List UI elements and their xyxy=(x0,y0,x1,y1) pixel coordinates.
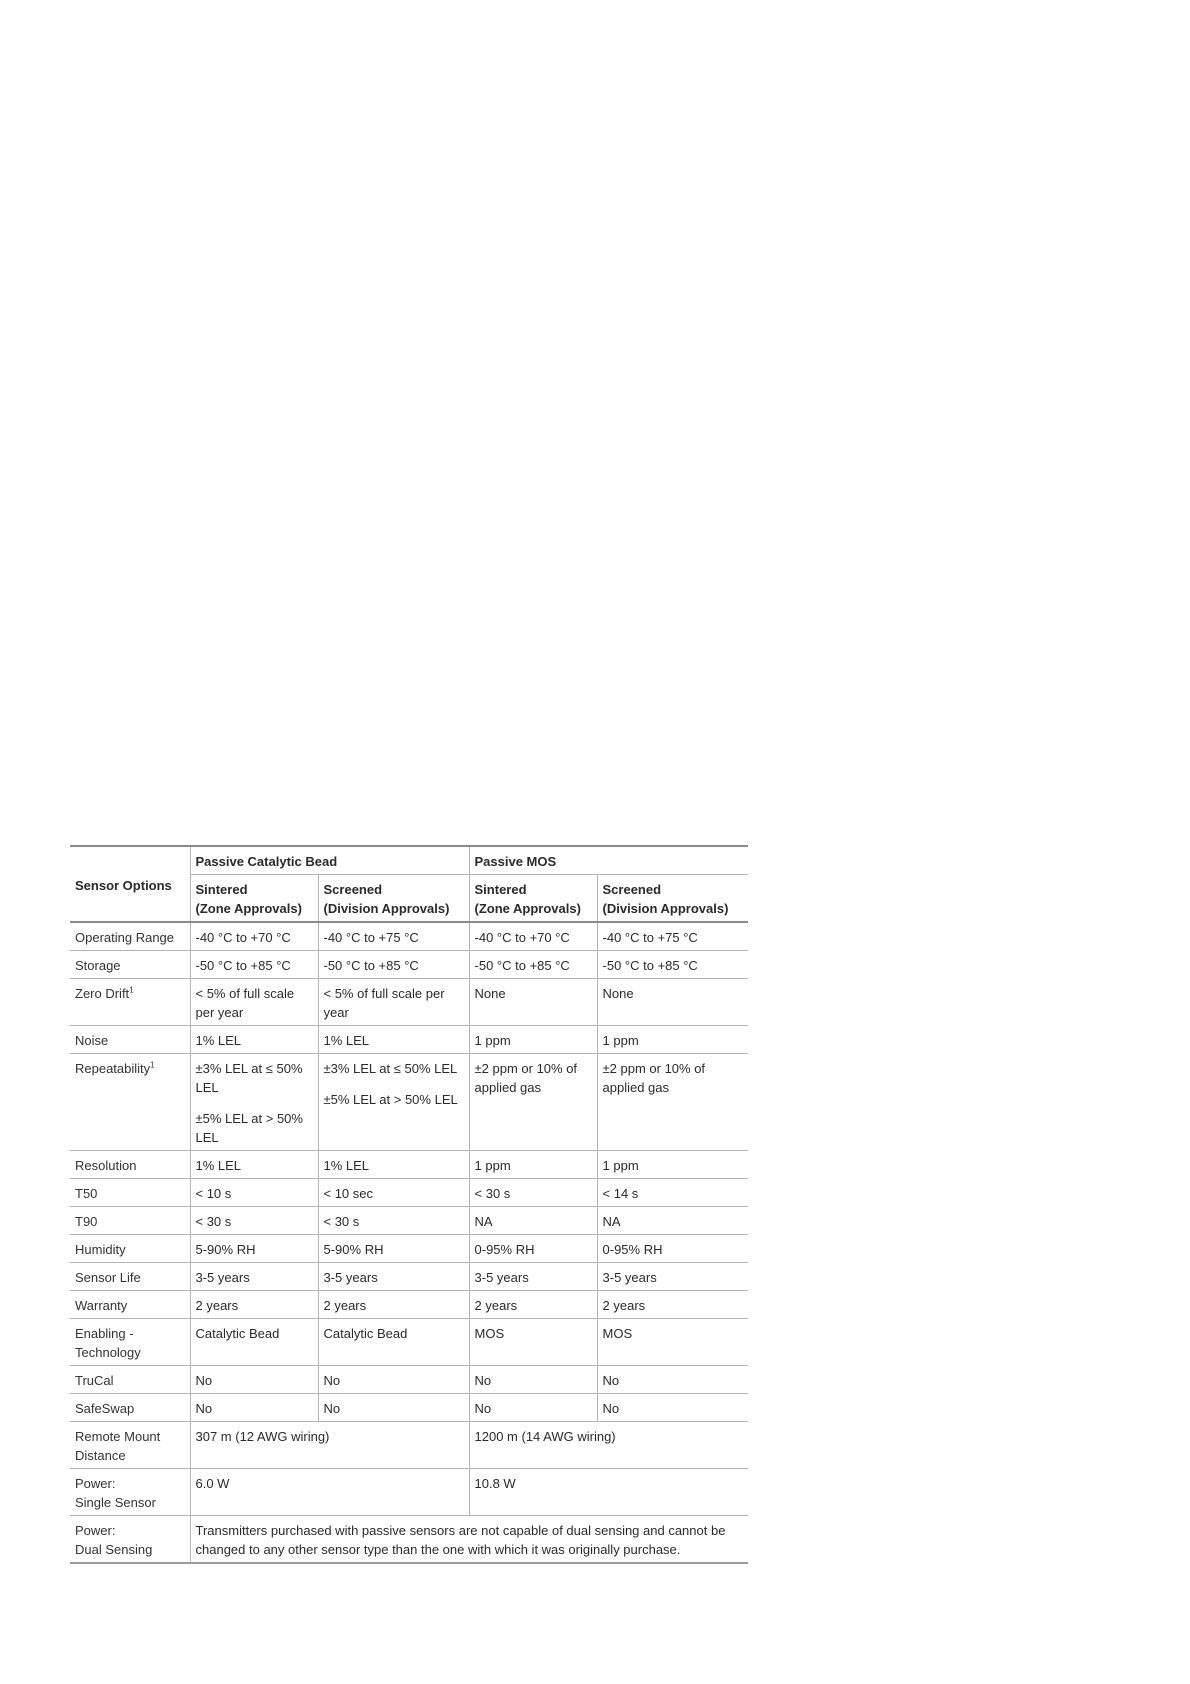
row-label-line2: Single Sensor xyxy=(75,1495,156,1510)
table-cell: < 5% of full scale per year xyxy=(318,979,469,1026)
table-row-noise xyxy=(70,1026,748,1054)
table-cell: -40 °C to +70 °C xyxy=(469,922,597,951)
subheader-mos-screened xyxy=(597,875,748,923)
subheader-line2: (Zone Approvals) xyxy=(474,901,581,916)
table-cell: Catalytic Bead xyxy=(318,1319,469,1366)
table-cell: -40 °C to +75 °C xyxy=(318,922,469,951)
table-row-power-dual-sensing xyxy=(70,1516,748,1564)
subheader-line2: (Zone Approvals) xyxy=(195,901,302,916)
table-row-power-single-sensor xyxy=(70,1469,748,1516)
table-row-trucal xyxy=(70,1366,748,1394)
row-label xyxy=(70,1054,190,1151)
table-cell xyxy=(318,1054,469,1151)
table-cell-note: Transmitters purchased with passive sensors are not capable of dual sensing and cannot be changed to any other sensor type than the one with which it was originally purchase. xyxy=(190,1516,748,1564)
subheader-mos-sintered xyxy=(469,875,597,923)
cell-paragraph: ±3% LEL at ≤ 50% LEL xyxy=(323,1061,458,1076)
table-cell: No xyxy=(318,1366,469,1394)
table-cell: 2 years xyxy=(318,1291,469,1319)
header-row-groups xyxy=(70,846,748,875)
table-cell: 5-90% RH xyxy=(190,1235,318,1263)
table-cell: No xyxy=(190,1366,318,1394)
cell-paragraph: ±5% LEL at > 50% LEL xyxy=(323,1092,458,1107)
table-cell: < 30 s xyxy=(469,1179,597,1207)
table-cell: No xyxy=(597,1366,748,1394)
table-cell: < 10 sec xyxy=(318,1179,469,1207)
table-cell: MOS xyxy=(597,1319,748,1366)
table-row-warranty xyxy=(70,1291,748,1319)
row-label-text: Repeatability xyxy=(75,1061,151,1076)
table-cell: < 14 s xyxy=(597,1179,748,1207)
subheader-cb-sintered xyxy=(190,875,318,923)
table-row-operating-range xyxy=(70,922,748,951)
table-cell: 0-95% RH xyxy=(469,1235,597,1263)
table-cell: -40 °C to +70 °C xyxy=(190,922,318,951)
row-label xyxy=(70,1319,190,1366)
table-cell xyxy=(190,1054,318,1151)
table-cell: < 30 s xyxy=(318,1207,469,1235)
table-cell: 1200 m (14 AWG wiring) xyxy=(469,1422,748,1469)
table-row-zero-drift xyxy=(70,979,748,1026)
row-label: SafeSwap xyxy=(70,1394,190,1422)
row-label xyxy=(70,1516,190,1564)
table-cell: MOS xyxy=(469,1319,597,1366)
row-label xyxy=(70,1469,190,1516)
row-label: Noise xyxy=(70,1026,190,1054)
cell-paragraph: ±5% LEL at > 50% LEL xyxy=(195,1111,303,1145)
subheader-cb-screened xyxy=(318,875,469,923)
row-label: Operating Range xyxy=(70,922,190,951)
table-cell: -40 °C to +75 °C xyxy=(597,922,748,951)
table-cell: 1 ppm xyxy=(597,1026,748,1054)
row-label: Storage xyxy=(70,951,190,979)
table-cell: NA xyxy=(469,1207,597,1235)
table-cell: No xyxy=(469,1366,597,1394)
row-label: Warranty xyxy=(70,1291,190,1319)
table-row-resolution xyxy=(70,1151,748,1179)
subheader-line2: (Division Approvals) xyxy=(323,901,450,916)
table-row-repeatability xyxy=(70,1054,748,1151)
table-cell: No xyxy=(597,1394,748,1422)
subheader-line1: Screened xyxy=(323,882,383,897)
table-cell: 1% LEL xyxy=(318,1151,469,1179)
table-cell: 1 ppm xyxy=(469,1026,597,1054)
table-row-t50 xyxy=(70,1179,748,1207)
table-cell: 1% LEL xyxy=(190,1026,318,1054)
table-cell: 2 years xyxy=(190,1291,318,1319)
footnote-marker: 1 xyxy=(129,985,134,995)
table-cell: None xyxy=(597,979,748,1026)
row-label: T50 xyxy=(70,1179,190,1207)
subheader-line1: Sintered xyxy=(195,882,248,897)
row-label-line1: Enabling - xyxy=(75,1326,134,1341)
row-label-line1: Power: xyxy=(75,1476,116,1491)
table-row-storage xyxy=(70,951,748,979)
sensor-spec-table xyxy=(70,845,748,1564)
row-label: T90 xyxy=(70,1207,190,1235)
table-cell: ±2 ppm or 10% of applied gas xyxy=(597,1054,748,1151)
table-row-humidity xyxy=(70,1235,748,1263)
group-header-mos: Passive MOS xyxy=(469,846,748,875)
table-cell: -50 °C to +85 °C xyxy=(318,951,469,979)
table-cell: NA xyxy=(597,1207,748,1235)
table-cell: 3-5 years xyxy=(469,1263,597,1291)
cell-paragraph: ±3% LEL at ≤ 50% LEL xyxy=(195,1061,303,1095)
row-label: TruCal xyxy=(70,1366,190,1394)
table-cell: 3-5 years xyxy=(597,1263,748,1291)
table-cell: 6.0 W xyxy=(190,1469,469,1516)
table-cell: 3-5 years xyxy=(318,1263,469,1291)
table-row-t90 xyxy=(70,1207,748,1235)
table-cell: < 10 s xyxy=(190,1179,318,1207)
group-header-catalytic-bead: Passive Catalytic Bead xyxy=(190,846,469,875)
table-cell: -50 °C to +85 °C xyxy=(190,951,318,979)
subheader-line1: Sintered xyxy=(474,882,527,897)
table-cell: 2 years xyxy=(469,1291,597,1319)
row-label-line2: Technology xyxy=(75,1345,141,1360)
table-cell: 10.8 W xyxy=(469,1469,748,1516)
subheader-line1: Screened xyxy=(602,882,662,897)
table-cell: -50 °C to +85 °C xyxy=(469,951,597,979)
table-row-remote-mount-distance xyxy=(70,1422,748,1469)
table-cell: No xyxy=(190,1394,318,1422)
row-label-line1: Remote Mount xyxy=(75,1429,161,1444)
row-label xyxy=(70,979,190,1026)
table-cell: < 30 s xyxy=(190,1207,318,1235)
table-cell: < 5% of full scale per year xyxy=(190,979,318,1026)
table-cell: 5-90% RH xyxy=(318,1235,469,1263)
row-label-line2: Distance xyxy=(75,1448,126,1463)
table-cell: No xyxy=(469,1394,597,1422)
row-label-line2: Dual Sensing xyxy=(75,1542,153,1557)
row-label: Resolution xyxy=(70,1151,190,1179)
footnote-marker: 1 xyxy=(150,1060,155,1070)
table-cell: ±2 ppm or 10% of applied gas xyxy=(469,1054,597,1151)
table-cell: 3-5 years xyxy=(190,1263,318,1291)
table-row-enabling-technology xyxy=(70,1319,748,1366)
corner-header: Sensor Options xyxy=(70,846,190,922)
subheader-line2: (Division Approvals) xyxy=(602,901,729,916)
table-cell: 1% LEL xyxy=(190,1151,318,1179)
row-label-line1: Power: xyxy=(75,1523,116,1538)
table-cell: -50 °C to +85 °C xyxy=(597,951,748,979)
table-cell: 1% LEL xyxy=(318,1026,469,1054)
row-label: Humidity xyxy=(70,1235,190,1263)
table-cell: Catalytic Bead xyxy=(190,1319,318,1366)
table-cell: No xyxy=(318,1394,469,1422)
row-label-text: Zero Drift xyxy=(75,986,130,1001)
table-cell: 1 ppm xyxy=(469,1151,597,1179)
table-row-safeswap xyxy=(70,1394,748,1422)
row-label xyxy=(70,1422,190,1469)
table-cell: 0-95% RH xyxy=(597,1235,748,1263)
table-cell: None xyxy=(469,979,597,1026)
table-row-sensor-life xyxy=(70,1263,748,1291)
table-cell: 2 years xyxy=(597,1291,748,1319)
table-cell: 307 m (12 AWG wiring) xyxy=(190,1422,469,1469)
table-cell: 1 ppm xyxy=(597,1151,748,1179)
row-label: Sensor Life xyxy=(70,1263,190,1291)
